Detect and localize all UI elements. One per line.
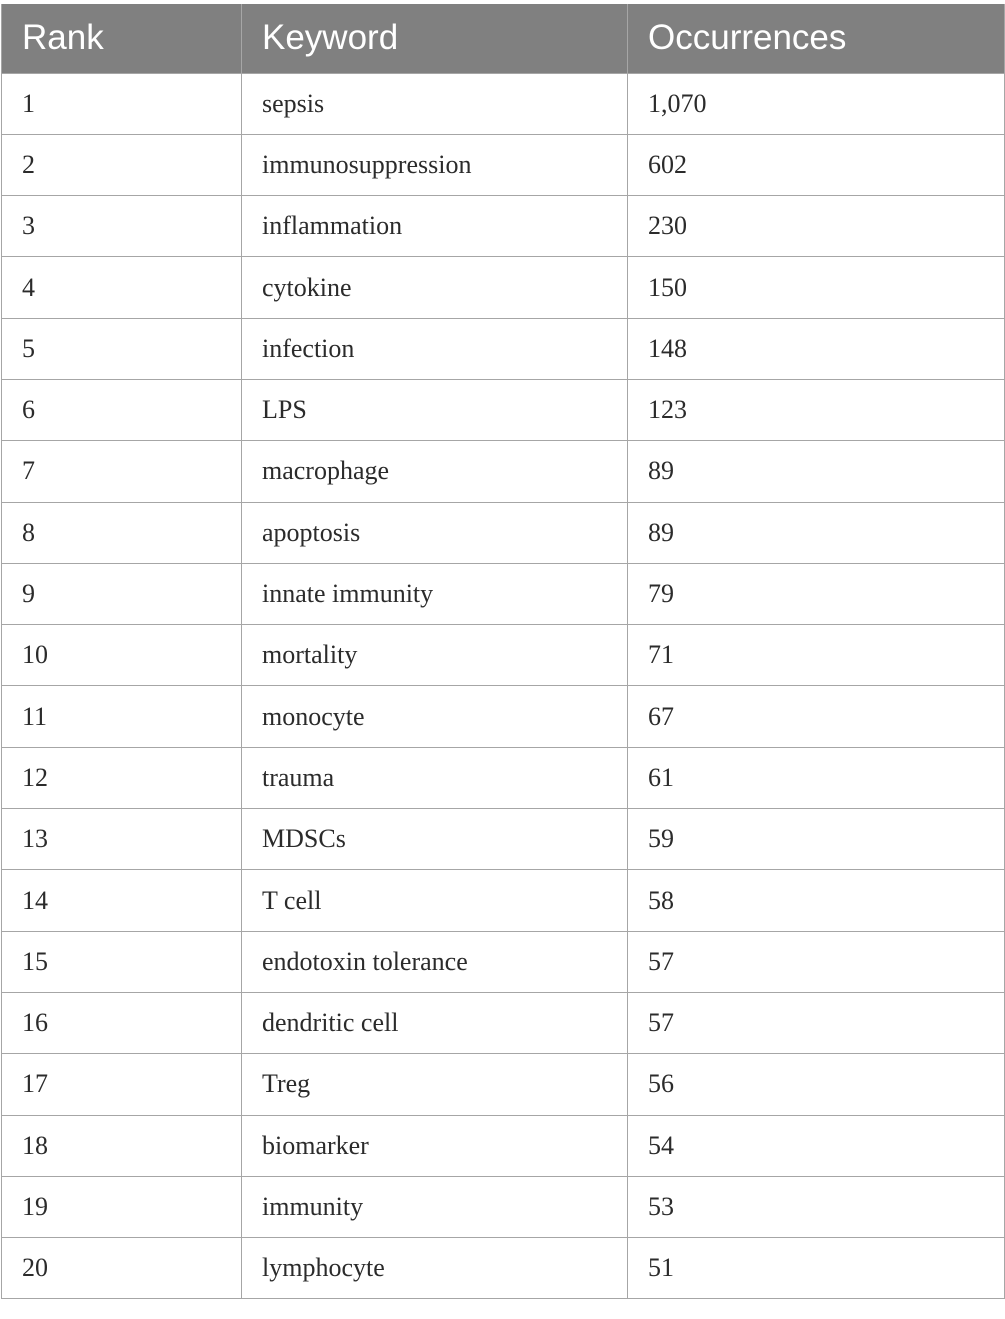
table-row bbox=[2, 563, 1005, 624]
table-row bbox=[2, 747, 1005, 808]
rank-cell: 13 bbox=[2, 809, 242, 870]
rank-cell: 7 bbox=[2, 441, 242, 502]
keyword-cell: infection bbox=[242, 318, 628, 379]
occurrences-cell: 230 bbox=[628, 196, 1005, 257]
table-row bbox=[2, 257, 1005, 318]
occurrences-cell: 1,070 bbox=[628, 73, 1005, 134]
table-row bbox=[2, 1238, 1005, 1299]
table-row bbox=[2, 1115, 1005, 1176]
keyword-cell: immunosuppression bbox=[242, 134, 628, 195]
header-occurrences: Occurrences bbox=[628, 4, 1005, 73]
keyword-cell: inflammation bbox=[242, 196, 628, 257]
occurrences-cell: 58 bbox=[628, 870, 1005, 931]
table-row bbox=[2, 318, 1005, 379]
occurrences-cell: 89 bbox=[628, 441, 1005, 502]
keyword-table bbox=[1, 4, 1005, 1299]
keyword-cell: immunity bbox=[242, 1176, 628, 1237]
table-row bbox=[2, 1176, 1005, 1237]
table-row bbox=[2, 809, 1005, 870]
table-row bbox=[2, 870, 1005, 931]
table-row bbox=[2, 134, 1005, 195]
rank-cell: 17 bbox=[2, 1054, 242, 1115]
rank-cell: 14 bbox=[2, 870, 242, 931]
rank-cell: 8 bbox=[2, 502, 242, 563]
table-row bbox=[2, 992, 1005, 1053]
rank-cell: 6 bbox=[2, 379, 242, 440]
keyword-cell: lymphocyte bbox=[242, 1238, 628, 1299]
occurrences-cell: 123 bbox=[628, 379, 1005, 440]
table-row bbox=[2, 502, 1005, 563]
table-row bbox=[2, 625, 1005, 686]
occurrences-cell: 67 bbox=[628, 686, 1005, 747]
table-row bbox=[2, 1054, 1005, 1115]
table-body bbox=[2, 73, 1005, 1299]
table-row bbox=[2, 931, 1005, 992]
keyword-cell: MDSCs bbox=[242, 809, 628, 870]
rank-cell: 10 bbox=[2, 625, 242, 686]
keyword-cell: LPS bbox=[242, 379, 628, 440]
occurrences-cell: 57 bbox=[628, 931, 1005, 992]
rank-cell: 18 bbox=[2, 1115, 242, 1176]
occurrences-cell: 56 bbox=[628, 1054, 1005, 1115]
rank-cell: 2 bbox=[2, 134, 242, 195]
keyword-cell: trauma bbox=[242, 747, 628, 808]
keyword-cell: T cell bbox=[242, 870, 628, 931]
keyword-cell: apoptosis bbox=[242, 502, 628, 563]
header-row bbox=[2, 4, 1005, 73]
occurrences-cell: 51 bbox=[628, 1238, 1005, 1299]
occurrences-cell: 602 bbox=[628, 134, 1005, 195]
header-rank: Rank bbox=[2, 4, 242, 73]
header-keyword: Keyword bbox=[242, 4, 628, 73]
table-row bbox=[2, 196, 1005, 257]
table-row bbox=[2, 441, 1005, 502]
table-header bbox=[2, 4, 1005, 73]
rank-cell: 15 bbox=[2, 931, 242, 992]
occurrences-cell: 79 bbox=[628, 563, 1005, 624]
occurrences-cell: 148 bbox=[628, 318, 1005, 379]
keyword-cell: sepsis bbox=[242, 73, 628, 134]
rank-cell: 4 bbox=[2, 257, 242, 318]
keyword-cell: Treg bbox=[242, 1054, 628, 1115]
keyword-cell: mortality bbox=[242, 625, 628, 686]
occurrences-cell: 59 bbox=[628, 809, 1005, 870]
occurrences-cell: 71 bbox=[628, 625, 1005, 686]
keyword-cell: biomarker bbox=[242, 1115, 628, 1176]
occurrences-cell: 150 bbox=[628, 257, 1005, 318]
keyword-cell: dendritic cell bbox=[242, 992, 628, 1053]
rank-cell: 20 bbox=[2, 1238, 242, 1299]
keyword-cell: macrophage bbox=[242, 441, 628, 502]
rank-cell: 5 bbox=[2, 318, 242, 379]
occurrences-cell: 54 bbox=[628, 1115, 1005, 1176]
table-row bbox=[2, 379, 1005, 440]
occurrences-cell: 61 bbox=[628, 747, 1005, 808]
occurrences-cell: 53 bbox=[628, 1176, 1005, 1237]
rank-cell: 19 bbox=[2, 1176, 242, 1237]
rank-cell: 16 bbox=[2, 992, 242, 1053]
table-row bbox=[2, 686, 1005, 747]
rank-cell: 3 bbox=[2, 196, 242, 257]
table-row bbox=[2, 73, 1005, 134]
rank-cell: 11 bbox=[2, 686, 242, 747]
keyword-cell: endotoxin tolerance bbox=[242, 931, 628, 992]
occurrences-cell: 89 bbox=[628, 502, 1005, 563]
keyword-cell: monocyte bbox=[242, 686, 628, 747]
rank-cell: 9 bbox=[2, 563, 242, 624]
rank-cell: 1 bbox=[2, 73, 242, 134]
keyword-cell: cytokine bbox=[242, 257, 628, 318]
occurrences-cell: 57 bbox=[628, 992, 1005, 1053]
keyword-cell: innate immunity bbox=[242, 563, 628, 624]
rank-cell: 12 bbox=[2, 747, 242, 808]
